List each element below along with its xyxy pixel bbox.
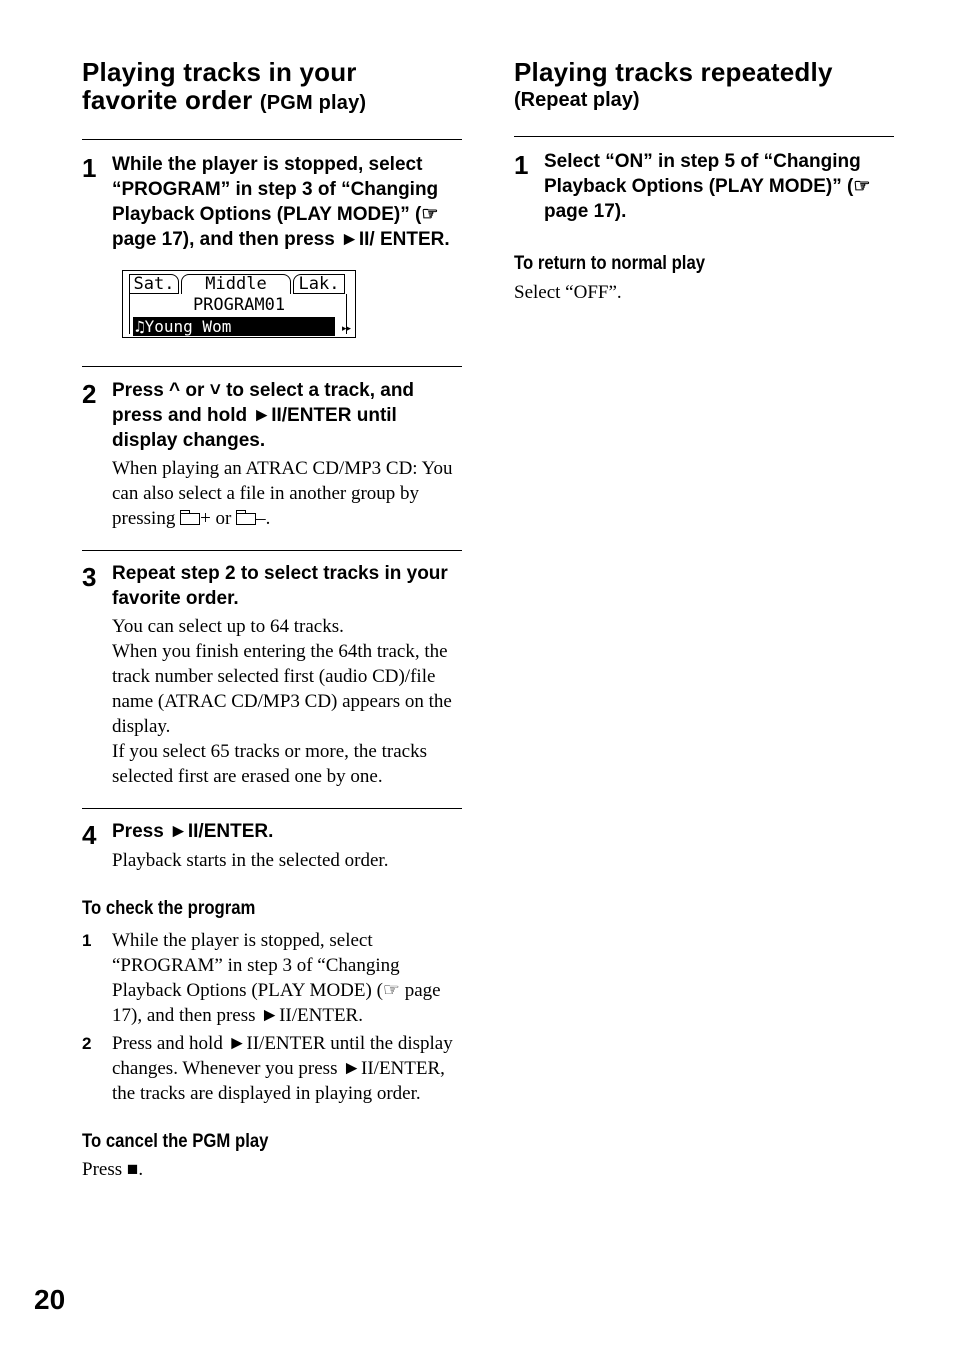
folder-icon	[180, 513, 200, 525]
list-item	[82, 928, 462, 1028]
right-column	[514, 58, 894, 305]
divider	[514, 136, 894, 137]
cancel-text: Press ■.	[82, 1159, 144, 1180]
step-3	[82, 561, 462, 789]
step-body: When you finish entering the 64th track, the track number selected first (audio CD)/file name (ATRAC CD/MP3 CD) appears on the display.	[112, 641, 452, 737]
list-text: Press and hold ►II/ENTER until the display changes. Whenever you press ►II/ENTER, the tracks are displayed in playing order.	[112, 1033, 453, 1104]
list-item	[82, 1031, 462, 1106]
list-number: 1	[82, 931, 92, 950]
step-2	[82, 378, 462, 531]
step-title: Select “ON” in step 5 of “Changing Playback Options (PLAY MODE)” (☞page 17).	[544, 151, 871, 222]
step-number: 2	[82, 379, 97, 409]
step-number: 3	[82, 562, 97, 592]
return-section	[514, 252, 894, 305]
right-title: Playing tracks repeatedly	[514, 57, 833, 87]
lcd-program: PROGRAM01	[192, 295, 286, 315]
lcd-track: ♫Young Wom	[133, 317, 335, 336]
step-body: If you select 65 tracks or more, the tracks selected first are erased one by one.	[112, 741, 427, 787]
step-number: 4	[82, 820, 97, 850]
lcd-tab-right: Lak.	[293, 274, 345, 294]
page-number: 20	[34, 1284, 66, 1315]
repeat-step-1	[514, 149, 894, 224]
step-body: Playback starts in the selected order.	[112, 850, 389, 871]
divider	[82, 139, 462, 140]
step-body-text: When playing an ATRAC CD/MP3 CD: You can also select a file in another group by pressing	[112, 458, 453, 529]
divider	[82, 550, 462, 551]
step-title: Repeat step 2 to select tracks in your favorite order.	[112, 563, 448, 609]
step-number: 1	[82, 153, 97, 183]
return-text: Select “OFF”.	[514, 282, 622, 303]
step-number: 1	[514, 150, 529, 180]
divider	[82, 366, 462, 367]
step-body: You can select up to 64 tracks.	[112, 616, 344, 637]
step-1	[82, 152, 462, 338]
step-4	[82, 819, 462, 873]
left-column	[82, 58, 462, 1182]
lcd-display	[122, 270, 356, 338]
left-title-line1: Playing tracks in your	[82, 57, 357, 87]
step-title: While the player is stopped, select “PROGRAM” in step 3 of “Changing Playback Options (PLAY MODE)” (☞ page 17), and then press ►II/ ENTER.	[112, 154, 450, 250]
return-heading: To return to normal play	[514, 253, 706, 274]
cancel-section	[82, 1130, 462, 1182]
group-plus-text: + or	[200, 508, 232, 529]
lcd-tab-left: Sat.	[129, 274, 179, 294]
folder-icon	[236, 513, 256, 525]
check-program-heading: To check the program	[82, 898, 256, 919]
lcd-tabs	[129, 274, 347, 296]
lcd-scroll-icon: ▸▸	[341, 324, 351, 334]
left-title-suffix: (PGM play)	[259, 92, 367, 114]
right-subtitle: (Repeat play)	[514, 89, 640, 111]
check-program-list	[82, 928, 462, 1106]
step-title: Press ^ or ˅ to select a track, and press and hold ►II/ENTER until display changes.	[112, 380, 415, 451]
list-number: 2	[82, 1034, 92, 1053]
group-minus-text: –.	[256, 508, 271, 529]
list-text: While the player is stopped, select “PROGRAM” in step 3 of “Changing Playback Options (PLAY MODE) (☞ page 17), and then press ►II/ENTER.	[112, 930, 441, 1026]
left-title	[82, 58, 462, 117]
check-program-section	[82, 897, 462, 1106]
step-title: Press ►II/ENTER.	[112, 821, 274, 842]
divider	[82, 808, 462, 809]
left-title-line2: favorite order	[82, 85, 253, 115]
step-body	[112, 456, 462, 531]
lcd-tab-middle: Middle	[181, 274, 291, 294]
cancel-heading: To cancel the PGM play	[82, 1131, 269, 1152]
